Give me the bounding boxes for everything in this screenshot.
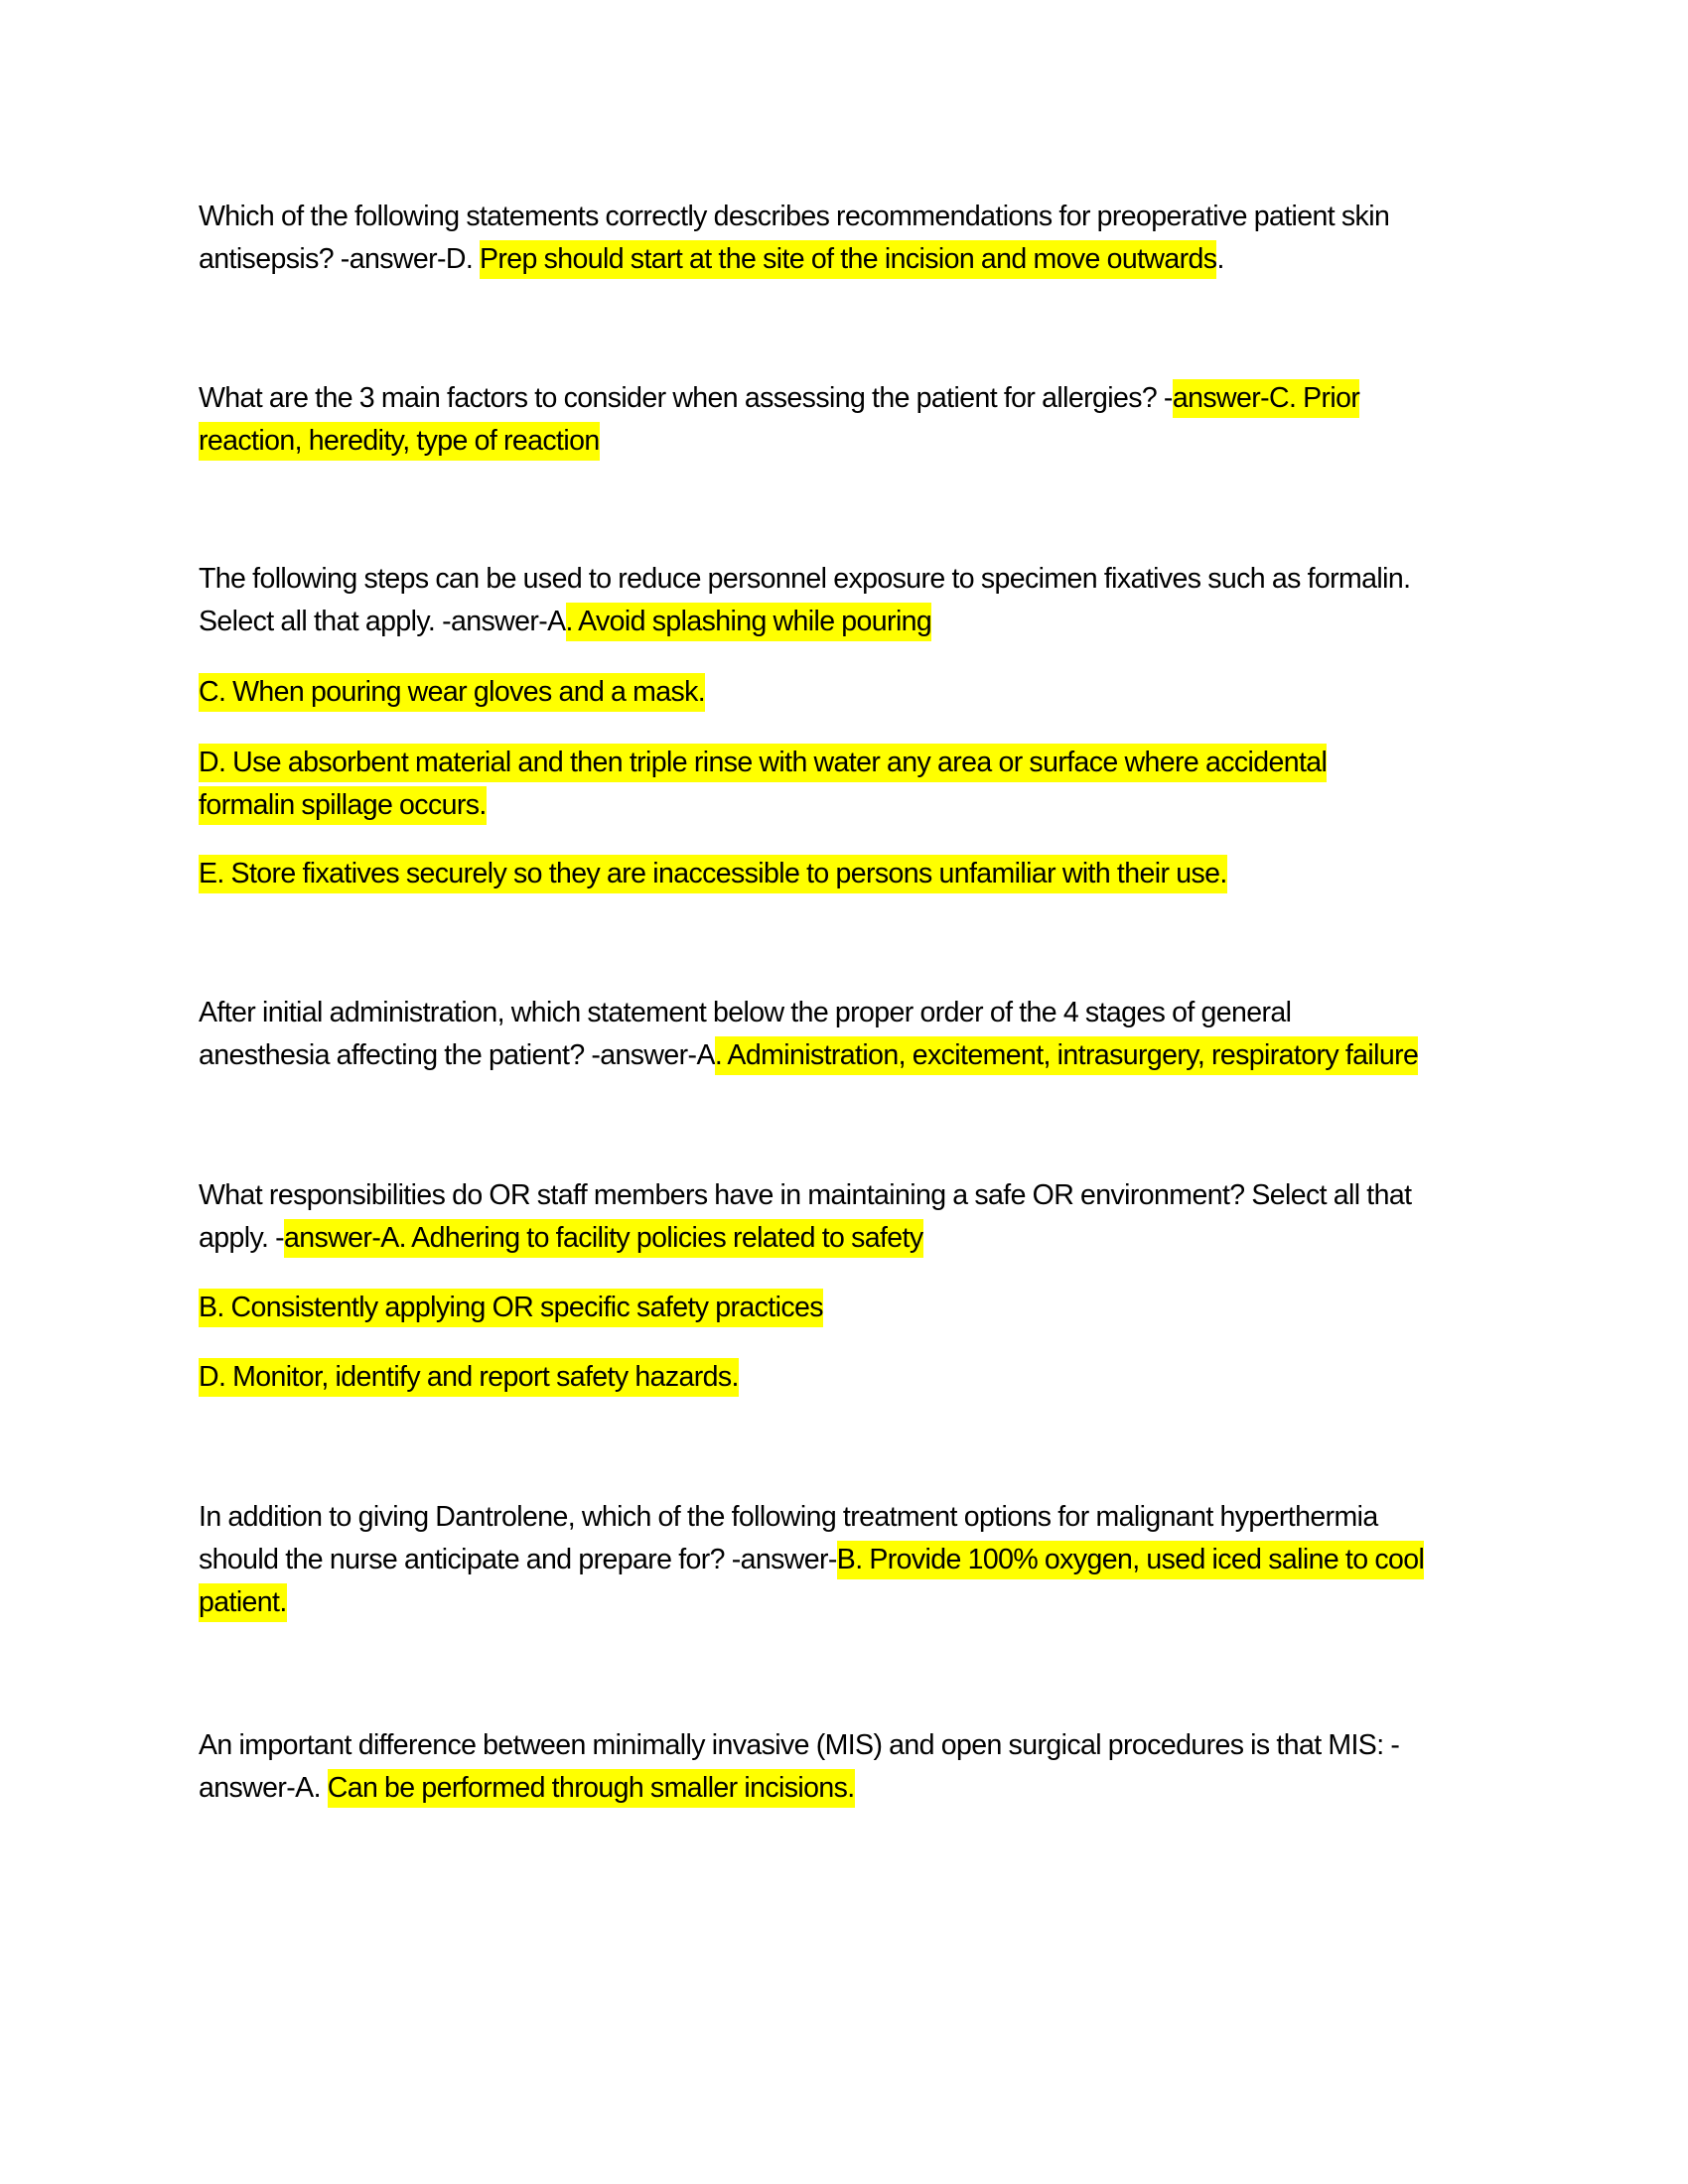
highlighted-answer-option-e: E. Store fixatives securely so they are inaccessible to persons unfamiliar with their use. xyxy=(199,855,1227,893)
question-text: Select all that apply. -answer-A xyxy=(199,606,566,637)
highlighted-answer: Can be performed through smaller incisions. xyxy=(328,1769,855,1808)
answer-option-continued xyxy=(199,784,487,827)
highlighted-answer: answer-A. Adhering to facility policies related to safety xyxy=(284,1219,922,1258)
answer-line xyxy=(199,1581,287,1624)
question-text: Which of the following statements correctly describes recommendations for preoperative patient skin xyxy=(199,201,1390,232)
question-answer-line xyxy=(199,1539,1424,1581)
highlighted-answer: answer-C. Prior xyxy=(1173,379,1359,418)
highlighted-answer: reaction, heredity, type of reaction xyxy=(199,422,600,461)
highlighted-answer-option-d-cont: formalin spillage occurs. xyxy=(199,786,487,825)
answer-option xyxy=(199,1287,823,1329)
question-answer-line xyxy=(199,238,1224,281)
question-text: answer-A. xyxy=(199,1772,328,1804)
highlighted-answer: patient. xyxy=(199,1583,287,1622)
answer-option xyxy=(199,853,1227,895)
answer-option xyxy=(199,671,705,714)
highlighted-answer-option-d: D. Monitor, identify and report safety hazards. xyxy=(199,1358,739,1397)
question-answer-line xyxy=(199,1034,1418,1077)
answer-line xyxy=(199,420,600,463)
answer-option xyxy=(199,1356,739,1399)
question-answer-line xyxy=(199,1767,855,1810)
question-text: What are the 3 main factors to consider when assessing the patient for allergies? - xyxy=(199,382,1173,414)
question-text: An important difference between minimally invasive (MIS) and open surgical procedures is that MIS: - xyxy=(199,1729,1400,1761)
answer-option xyxy=(199,742,1327,784)
question-answer-line xyxy=(199,1217,923,1260)
question-text: After initial administration, which statement below the proper order of the 4 stages of general xyxy=(199,997,1292,1028)
answer-trailing: . xyxy=(1216,243,1224,275)
highlighted-answer: . Avoid splashing while pouring xyxy=(566,603,932,641)
question-text: The following steps can be used to reduce personnel exposure to specimen fixatives such as formalin. xyxy=(199,563,1411,595)
question-text: antisepsis? -answer-D. xyxy=(199,243,480,275)
question-answer-line xyxy=(199,601,931,643)
question-text: What responsibilities do OR staff members have in maintaining a safe OR environment? Select all that xyxy=(199,1179,1412,1211)
question-text: anesthesia affecting the patient? -answer-A xyxy=(199,1039,715,1071)
question-text: apply. - xyxy=(199,1222,285,1254)
highlighted-answer: B. Provide 100% oxygen, used iced saline to cool xyxy=(837,1541,1424,1579)
question-text: In addition to giving Dantrolene, which of the following treatment options for malignant hyperthermia xyxy=(199,1501,1378,1533)
highlighted-answer-option-c: C. When pouring wear gloves and a mask. xyxy=(199,673,705,712)
highlighted-answer: Prep should start at the site of the incision and move outwards xyxy=(480,240,1216,279)
highlighted-answer: . Administration, excitement, intrasurgery, respiratory failure xyxy=(715,1036,1418,1075)
question-text: should the nurse anticipate and prepare for? -answer- xyxy=(199,1544,837,1575)
highlighted-answer-option-b: B. Consistently applying OR specific safety practices xyxy=(199,1289,823,1327)
question-answer-line xyxy=(199,377,1359,420)
highlighted-answer-option-d: D. Use absorbent material and then triple rinse with water any area or surface where accidental xyxy=(199,744,1327,782)
